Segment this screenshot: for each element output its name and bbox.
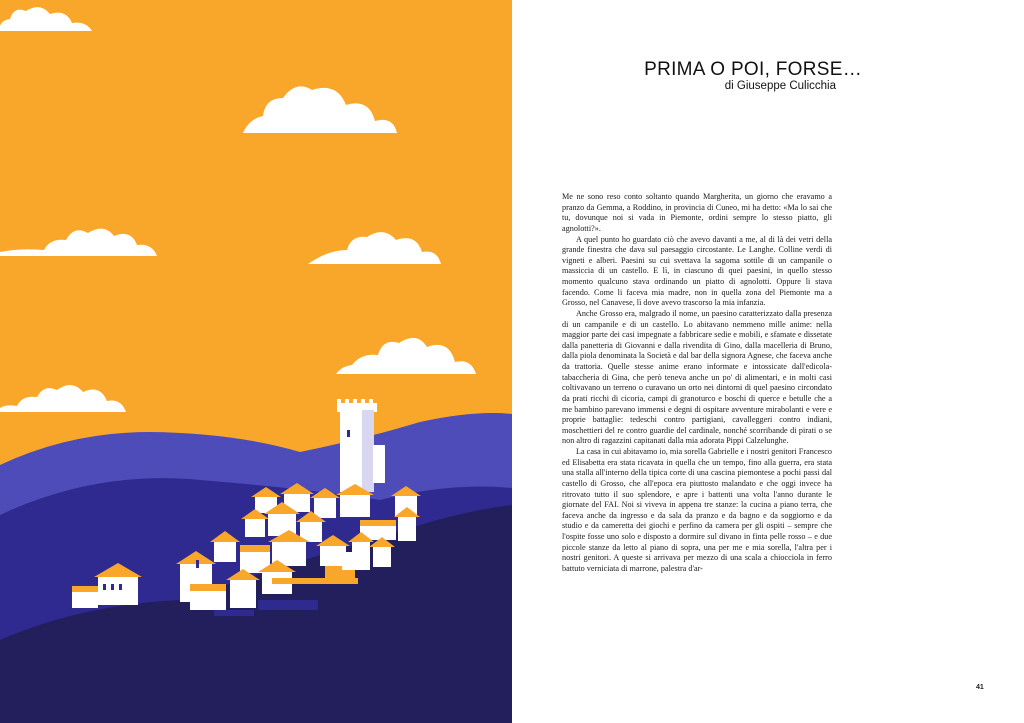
paragraph: La casa in cui abitavamo io, mia sorella Gabrielle e i nostri genitori Francesco ed Elisabetta era stata ricavata in quella che un tempo, fino alla guerra, era stata una stalla all'interno della tipica corte di una cascina piemontese a pochi passi dal castello di Grosso, che all'epoca era piuttosto malandato e che oggi invece ha ritrovato tutto il suo splendore, e apre i battenti una volta l'anno durante le giornate del FAI. Noi si viveva in appena tre stanze: la cucina a piano terra, che faceva anche da ingresso e da sala da pranzo e da bagno e da soggiorno e da studio e da cameretta dei giochi e perfino da camera per gli ospiti – sempre che l'ospite fosse uno solo e disposto a dormire sul divano in finta pelle rosso – e due piccole stanze da letto al piano di sopra, una per me e mia sorella, l'altra per i nostri genitori. A queste si arrivava per mezzo di una scala a chiocciola in ferro battuto verniciata di marrone, palestra d'ar- [562,447,832,573]
page-number: 41 [976,684,984,691]
paragraph: Me ne sono reso conto soltanto quando Margherita, un giorno che eravamo a pranzo da Gemma, a Roddino, in provincia di Cuneo, mi ha detto: «Ma lo sai che tu, dovunque noi si vada in Piemonte, ordini sempre lo stesso piatto, gli agnolotti?». [562,192,832,233]
article-byline: di Giuseppe Culicchia [724,80,836,92]
paragraph: A quel punto ho guardato ciò che avevo davanti a me, al di là dei vetri della grande finestra che dava sul paesaggio circostante. Le Langhe. Colline verdi di vigneti e alberi. Paesini su cui svettava la sagoma sottile di un campanile o massiccia di un castello. E lì, in ciascuno di quei paesini, in quello stesso momento qualcuno stava ordinando un piatto di agnolotti. Oppure li stava facendo. Come li faceva mia madre, non in quella zona del Piemonte ma a Grosso, nel Canavese, lì dove avevo trascorso la mia infanzia. [562,234,832,308]
article-body [562,192,832,575]
article-title: PRIMA O POI, FORSE… [644,59,862,80]
paragraph: Anche Grosso era, malgrado il nome, un paesino caratterizzato dalla presenza di un campanile e di un castello. Lo abitavano nemmeno mille anime: nella maggior parte dei casi impegnate a fabbricare sedie e mobili, e sfamate e dissetate dalla panetteria di Giovanni e dalla rivendita di Gino, dalla macelleria di Bruno, dalla piola denominata la Società e dal bar della signora Agnese, che faceva anche da trattoria. Quelle stesse anime erano informate e intossicate dall'edicola-tabaccheria di Gina, che però teneva anche un po' di alimentari, e in molti casi coltivavano un terreno o curavano un orto nei dintorni di quel paesino circondato da prati ricchi di cicoria, campi di granoturco e boschi di querce e betulle che a me bambino parevano immensi e degni di ospitare avventure mirabolanti e vere e proprie battaglie: tedeschi contro partigiani, cavalleggeri contro indiani, moschettieri del re contro guardie del cardinale, nonché scorribande di pirati o se non altro di ragazzini capitanati dalla mia adorata Pippi Calzelunghe. [562,308,832,446]
